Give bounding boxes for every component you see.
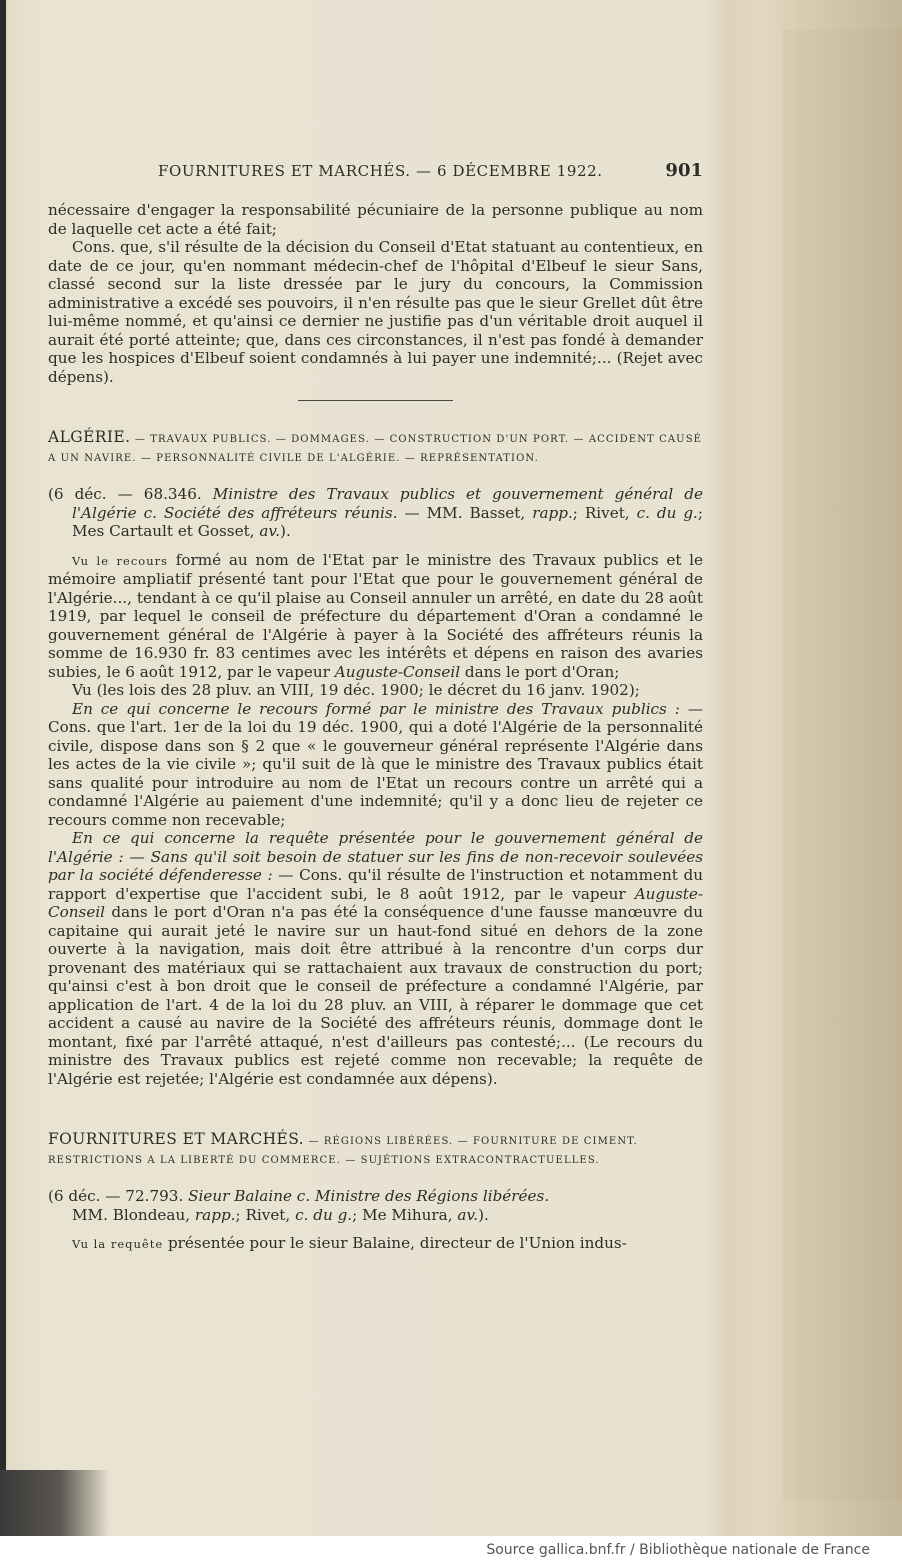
case-date: (6 déc. — 68.346. <box>48 485 202 503</box>
case-counsel: ; Rivet, <box>572 503 630 522</box>
paragraph-continuation: nécessaire d'engager la responsabilité pécuniaire de la personne publique au nom de laquelle cet acte a été fait; <box>48 201 703 238</box>
case-counsel: MM. Blondeau, <box>72 1205 191 1224</box>
paragraph-recours-ministre <box>48 700 703 830</box>
vu-lead: Vu la requête <box>72 1237 164 1251</box>
paragraph-vu-lois: Vu (les lois des 28 pluv. an VIII, 19 déc. 1900; le décret du 16 janv. 1902); <box>72 681 640 699</box>
text-column <box>48 160 703 1254</box>
case-close: ). <box>280 522 291 540</box>
case-counsel: ; Rivet, <box>235 1205 291 1224</box>
vu-lead: Vu le recours <box>72 553 169 568</box>
case-role: c. du g. <box>636 503 698 522</box>
binding-shadow <box>0 0 6 1536</box>
page-number: 901 <box>665 160 703 181</box>
case-close: ). <box>478 1205 489 1224</box>
ship-name: Auguste-Conseil <box>334 662 461 681</box>
case-reference <box>48 485 703 541</box>
paragraph-vu-requete <box>48 1234 703 1254</box>
vu-text: dans le port d'Oran; <box>464 662 620 681</box>
case-role: av. <box>259 522 281 540</box>
heading-lead: ALGÉRIE. <box>48 428 131 446</box>
heading-lead: FOURNITURES ET MARCHÉS. <box>48 1130 305 1148</box>
scan-corner-shadow <box>0 1470 110 1536</box>
case-parties: Ministre des Travaux publics et gouvernement général de l'Algérie c. Société des affréteurs réunis. <box>72 485 703 522</box>
case-role: c. du g. <box>295 1205 353 1224</box>
case-date: (6 déc. — 72.793. <box>48 1187 184 1205</box>
section-heading-fournitures <box>48 1131 703 1169</box>
heading-keywords: — TRAVAUX PUBLICS. — DOMMAGES. — CONSTRUCTION D'UN PORT. — ACCIDENT CAUSÉ A UN NAVIRE. — PERSONNALITÉ CIVILE DE L'ALGÉRIE. — REPRÉSENTATION. <box>48 434 703 464</box>
source-credit: Source gallica.bnf.fr / Bibliothèque nationale de France <box>486 1542 870 1558</box>
case-counsel: ; Me Mihura, <box>352 1205 453 1224</box>
section-divider <box>298 400 453 401</box>
case-role: av. <box>457 1205 479 1224</box>
page-fore-edge <box>782 30 902 1500</box>
considerant-text: — Cons. qu'il résulte de l'instruction et notamment du rapport d'expertise que l'accident subi, le 8 août 1912, par le vapeur <box>48 866 703 903</box>
case-parties: Sieur Balaine c. Ministre des Régions libérées. <box>188 1187 550 1205</box>
running-head <box>158 160 703 181</box>
considerant-text: dans le port d'Oran n'a pas été la conséquence d'une fausse manœuvre du capitaine qui aurait jeté le navire sur un haut-fond situé en dehors de la zone ouverte à la navigation, mais doit être attribué à la rencontre d'un corps dur provenant des matériaux qui se rattachaient aux travaux de construction du port; qu'ainsi c'est à bon droit que le conseil de préfecture a condamné l'Algérie, par application de l'art. 4 de la loi du 28 pluv. an VIII, à réparer le dommage que cet accident a causé au navire de la Société des affréteurs réunis, dommage dont le montant, fixé par l'arrêté attaqué, n'est d'ailleurs pas contesté;... (Le recours du ministre des Travaux publics est rejeté comme non recevable; la requête de l'Algérie est rejetée; l'Algérie est condamnée aux dépens). <box>48 903 703 1088</box>
considerant-text: — Cons. que l'art. 1er de la loi du 19 déc. 1900, qui a doté l'Algérie de la personnalité civile, dispose dans son § 2 que « le gouverneur général représente l'Algérie dans les actes de la vie civile »; qu'il suit de là que le ministre des Travaux publics était sans qualité pour introduire au nom de l'Etat un recours contre un arrêté qui a condamné l'Algérie au paiement d'une indemnité; qu'il y a donc lieu de rejeter ce recours comme non recevable; <box>48 699 704 829</box>
case-role: rapp. <box>194 1205 236 1224</box>
considerant-heading: En ce qui concerne la requête présentée pour le gouvernement général de l'Algérie : — Sans qu'il soit besoin de statuer sur les fins de non-recevoir soulevées par la société défenderesse : <box>48 829 703 884</box>
paragraph-considerant: Cons. que, s'il résulte de la décision du Conseil d'Etat statuant au contentieux, en date de ce jour, qu'en nommant médecin-chef de l'hôpital d'Elbeuf le sieur Sans, classé second sur la liste dressée par le jury du concours, la Commission administrative a excédé ses pouvoirs, il n'en résulte pas que le sieur Grellet dût être lui-même nommé, et qu'ainsi ce dernier ne justifie pas d'un véritable droit auquel il aurait été porté atteinte; que, dans ces circonstances, il n'est pas fondé à demander que les hospices d'Elbeuf soient condamnés à lui payer une indemnité;... (Rejet avec dépens). <box>48 238 703 386</box>
heading-keywords: — RÉGIONS LIBÉRÉES. — FOURNITURE DE CIMENT. RESTRICTIONS A LA LIBERTÉ DU COMMERCE. — SUJÉTIONS EXTRACONTRACTUELLES. <box>48 1136 638 1166</box>
case-counsel: — MM. Basset, <box>404 503 526 522</box>
paragraph-vu-recours <box>48 551 703 682</box>
case-counsel: ; Mes Cartault et Gosset, <box>72 503 704 540</box>
ship-name: Auguste-Conseil <box>48 884 703 921</box>
vu-text: présentée pour le sieur Balaine, directeur de l'Union indus- <box>167 1234 627 1252</box>
considerant-heading: En ce qui concerne le recours formé par le ministre des Travaux publics : <box>72 699 680 718</box>
vu-text: formé au nom de l'Etat par le ministre des Travaux publics et le mémoire ampliatif présenté tant pour l'Etat que pour le gouvernement général de l'Algérie..., tendant à ce qu'il plaise au Conseil annuler un arrêté, en date du 28 août 1919, par lequel le conseil de préfecture du département d'Oran a condamné le gouvernement général de l'Algérie à payer à la Société des affréteurs réunis la somme de 16.930 fr. 83 centimes avec les intérêts et dépens en raison des avaries subies, le 6 août 1912, par le vapeur <box>48 550 703 681</box>
paragraph-requete-algerie <box>48 829 703 1088</box>
case-reference <box>48 1187 703 1224</box>
case-role: rapp. <box>532 503 573 522</box>
running-head-title: FOURNITURES ET MARCHÉS. — 6 DÉCEMBRE 1922. <box>158 162 603 180</box>
section-heading-algerie <box>48 429 703 467</box>
